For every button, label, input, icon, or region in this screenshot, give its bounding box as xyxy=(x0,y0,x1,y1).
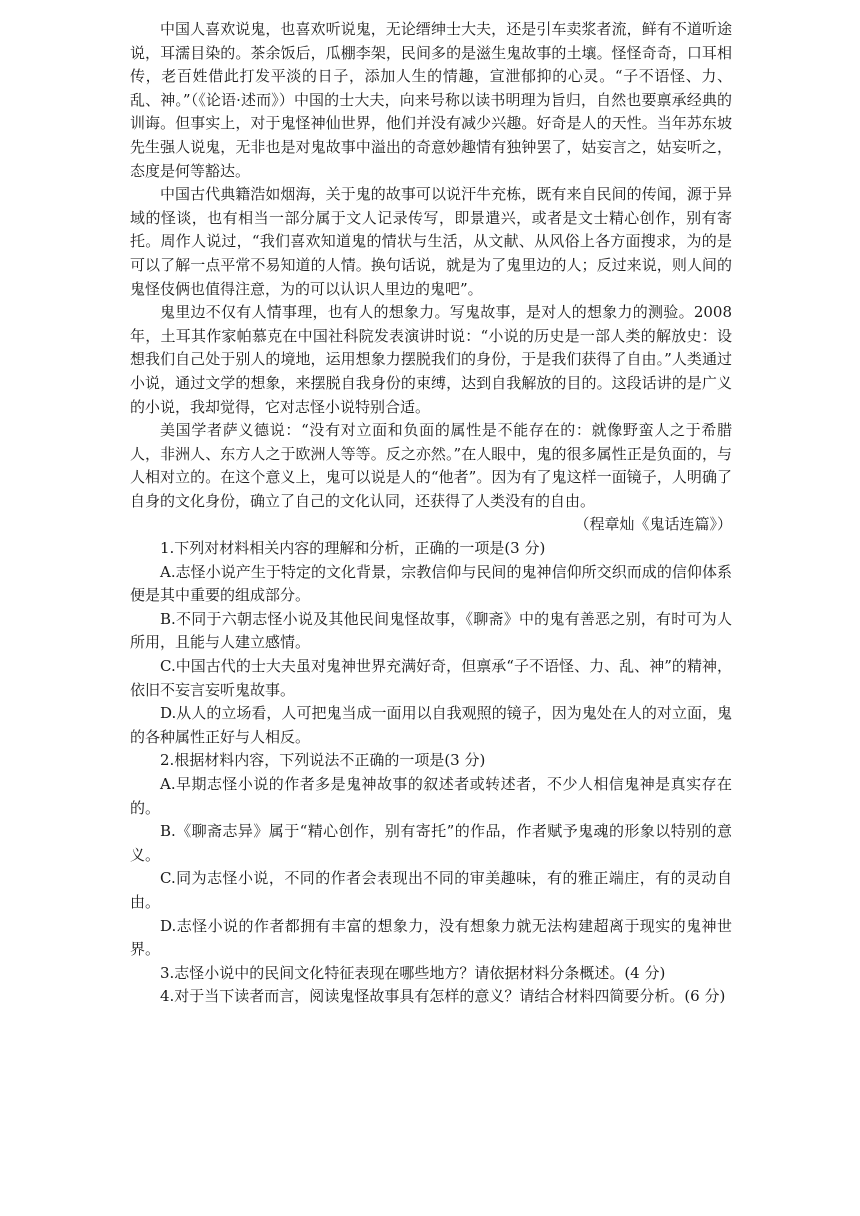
question-1-option-d: D.从人的立场看，人可把鬼当成一面用以自我观照的镜子，因为鬼处在人的对立面，鬼的各种属性正好与人相反。 xyxy=(130,704,732,746)
question-1-option-b: B.不同于六朝志怪小说及其他民间鬼怪故事，《聊斋》中的鬼有善恶之别，有时可为人所用，且能与人建立感情。 xyxy=(130,609,732,652)
passage-paragraph-3: 鬼里边不仅有人情事理，也有人的想象力。写鬼故事，是对人的想象力的测验。2008 年，土耳其作家帕慕克在中国社科院发表演讲时说：“小说的历史是一部人类的解放史：设想我们自己处于别人的境地，运用想象力摆脱我们的身份，于是我们获得了自由。”人类通过小说，通过文学的想象，来摆脱自我身份的束缚，达到自我解放的目的。这段话讲的是广义的小说，我却觉得，它对志怪小说特别合适。 xyxy=(130,303,732,416)
question-2-option-a: A.早期志怪小说的作者多是鬼神故事的叙述者或转述者，不少人相信鬼神是真实存在的。 xyxy=(130,775,732,817)
passage-paragraph-4: 美国学者萨义德说：“没有对立面和负面的属性是不能存在的：就像野蛮人之于希腊人，非洲人、东方人之于欧洲人等等。反之亦然。”在人眼中，鬼的很多属性正是负面的，与人相对立的。在这个意义上，鬼可以说是人的“他者”。因为有了鬼这样一面镜子，人明确了自身的文化身份，确立了自己的文化认同，还获得了人类没有的自由。 xyxy=(130,421,732,510)
passage-paragraph-2: 中国古代典籍浩如烟海，关于鬼的故事可以说汗牛充栋，既有来自民间的传闻，源于异域的怪谈，也有相当一部分属于文人记录传写，即景遣兴，或者是文士精心创作，别有寄托。周作人说过，“我们喜欢知道鬼的情状与生活，从文献、从风俗上各方面搜求，为的是可以了解一点平常不易知道的人情。换句话说，就是为了鬼里边的人；反过来说，则人间的鬼怪伎俩也值得注意，为的可以认识人里边的鬼吧”。 xyxy=(130,185,732,298)
passage-source: （程章灿《鬼话连篇》） xyxy=(574,515,732,534)
question-1-option-a: A.志怪小说产生于特定的文化背景，宗教信仰与民间的鬼神信仰所交织而成的信仰体系便是其中重要的组成部分。 xyxy=(130,562,732,605)
question-1-stem: 1.下列对材料相关内容的理解和分析，正确的一项是(3 分) xyxy=(160,539,546,558)
question-3: 3.志怪小说中的民间文化特征表现在哪些地方？请依据材料分条概述。(4 分) xyxy=(160,963,666,982)
passage-paragraph-1: 中国人喜欢说鬼，也喜欢听说鬼，无论缙绅士大夫，还是引车卖浆者流，鲜有不道听途说，耳濡目染的。茶余饭后，瓜棚李架，民间多的是滋生鬼故事的土壤。怪怪奇奇，口耳相传，老百姓借此打发平淡的日子，添加人生的情趣，宣泄郁抑的心灵。“子不语怪、力、乱、神。”（《论语·述而》）中国的士大夫，向来号称以读书明理为旨归，自然也要禀承经典的训诲。但事实上，对于鬼怪神仙世界，他们并没有减少兴趣。好奇是人的天性。当年苏东坡先生强人说鬼，无非也是对鬼故事中溢出的奇意妙趣情有独钟罢了，姑妄言之，姑妄听之，态度是何等豁达。 xyxy=(130,20,732,180)
question-4: 4.对于当下读者而言，阅读鬼怪故事具有怎样的意义？请结合材料四简要分析。(6 分) xyxy=(160,987,726,1006)
exam-page xyxy=(130,18,732,1009)
question-2-option-c: C.同为志怪小说，不同的作者会表现出不同的审美趣味，有的雅正端庄，有的灵动自由。 xyxy=(130,869,732,911)
question-1-option-c: C.中国古代的士大夫虽对鬼神世界充满好奇，但禀承“子不语怪、力、乱、神”的精神，依旧不妄言妄听鬼故事。 xyxy=(130,657,732,699)
question-2-option-b: B.《聊斋志异》属于“精心创作，别有寄托”的作品，作者赋予鬼魂的形象以特别的意义。 xyxy=(130,822,732,864)
question-2-option-d: D.志怪小说的作者都拥有丰富的想象力，没有想象力就无法构建超离于现实的鬼神世界。 xyxy=(130,916,732,959)
question-2-stem: 2.根据材料内容，下列说法不正确的一项是(3 分) xyxy=(160,751,486,770)
